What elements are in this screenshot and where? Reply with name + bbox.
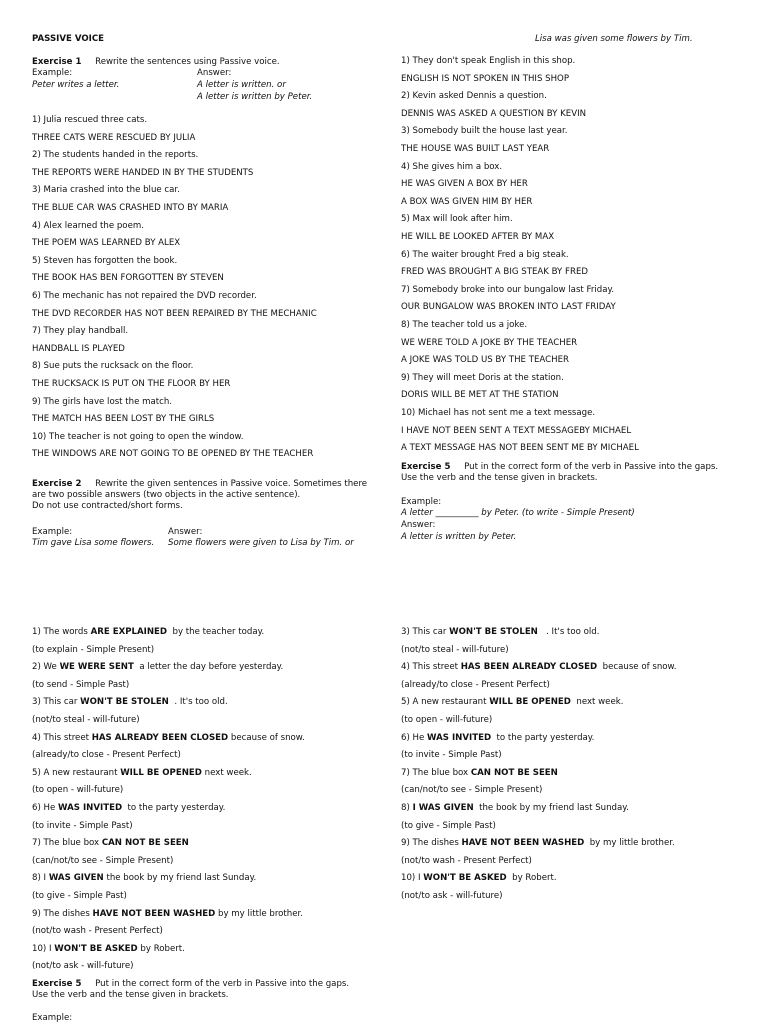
line-text-tail: by my little brother. [215,908,304,919]
line-text: 9) The dishes [401,838,462,849]
line-text-tail: next week. [570,697,624,708]
line-text: 8) I [32,873,49,884]
line-text: (to send - Simple Past) [32,679,130,690]
right-top-line-17: WE WERE TOLD A JOKE BY THE TEACHER [401,337,578,348]
ex1-line-20: THE WINDOWS ARE NOT GOING TO BE OPENED BY THE TEACHER [32,449,314,460]
right-top-line-5: 3) Somebody built the house last year. [401,126,568,137]
left-bottom-line-5 [32,697,228,708]
page-title: PASSIVE VOICE [32,34,105,44]
line-text: (not/to ask - will-future) [32,961,134,972]
right-top-line-9: A BOX WAS GIVEN HIM BY HER [401,196,533,207]
right-top-line-14: 7) Somebody broke into our bungalow last Friday. [401,284,615,295]
left-bottom-line-16 [32,891,127,902]
right-bottom-line-6 [401,715,492,726]
right-top-line-22: I HAVE NOT BEEN SENT A TEXT MESSAGEBY MICHAEL [401,425,632,436]
line-text: 9) The dishes [32,908,93,919]
right-bottom-line-13 [401,838,675,849]
line-text: 5) A new restaurant [401,697,490,708]
right-bottom-line-10 [401,785,542,796]
line-text: 7) The blue box [32,838,102,849]
line-text: (to open - will-future) [401,715,493,725]
left-bottom-line-15 [32,873,256,884]
left-bottom-line-9 [32,768,252,779]
right-top-line-10: 5) Max will look after him. [401,214,513,225]
ex1-line-14: HANDBALL IS PLAYED [32,343,125,354]
ex1-line-5: 3) Maria crashed into the blue car. [32,185,180,196]
ex5-bottom-example-label: Example: [32,1013,73,1023]
answer-bold: CAN NOT BE SEEN [470,767,558,778]
right-top-line-23: A TEXT MESSAGE HAS NOT BEEN SENT ME BY MICHAEL [401,443,639,454]
ex2-answer-label: Answer: [168,527,203,537]
line-text: (to invite - Simple Past) [401,750,502,761]
ex2-label: Exercise 2 [32,479,82,489]
line-text: (not/to steal - will-future) [401,644,509,655]
ex2-instruction-2: are two possible answers (two objects in the active sentence). [32,490,301,500]
line-text: (to give - Simple Past) [401,820,496,831]
ex5-top-instruction-1: Put in the correct form of the verb in Passive into the gaps. [464,462,719,472]
line-text-tail: the book by my friend last Sunday. [473,803,629,813]
line-text: 10) I [401,873,424,884]
ex1-line-7: 4) Alex learned the poem. [32,220,144,231]
right-top-line-16: 8) The teacher told us a joke. [401,320,528,330]
ex1-line-6: THE BLUE CAR WAS CRASHED INTO BY MARIA [32,203,229,213]
line-text: (to explain - Simple Present) [32,644,155,655]
line-text: 4) This street [401,662,461,673]
ex2-header [32,479,367,490]
ex5-bottom-instruction-1: Put in the correct form of the verb in Passive into the gaps. [95,979,350,989]
ex1-line-19: 10) The teacher is not going to open the window. [32,431,244,442]
left-bottom-line-10 [32,785,123,796]
right-bottom-line-3 [401,662,677,673]
line-text-tail: by Robert. [137,943,185,954]
right-top-line-19: 9) They will meet Doris at the station. [401,372,564,383]
answer-bold: WILL BE OPENED [120,767,202,778]
ex1-instruction: Rewrite the sentences using Passive voice. [95,57,280,67]
line-text: (not/to wash - Present Perfect) [401,855,532,866]
left-bottom-line-6 [32,715,140,726]
ex1-line-9: 5) Steven has forgotten the book. [32,255,178,266]
ex2-instruction-3: Do not use contracted/short forms. [32,501,183,511]
line-text: (can/not/to see - Simple Present) [401,785,543,796]
ex5-top-example-text: A letter __________ by Peter. (to write - Simple Present) [401,508,635,518]
ex1-line-10: THE BOOK HAS BEN FORGOTTEN BY STEVEN [32,273,224,284]
line-text-tail: . It's too old. [537,627,600,637]
left-bottom-line-7 [32,733,305,744]
line-text-tail: by the teacher today. [167,627,265,637]
ex1-answer-line2: A letter is written by Peter. [197,92,313,102]
ex1-line-18: THE MATCH HAS BEEN LOST BY THE GIRLS [32,414,215,425]
answer-bold: HAVE NOT BEEN WASHED [461,838,585,849]
ex1-label: Exercise 1 [32,57,82,67]
ex1-answer-line1: A letter is written. or [197,80,286,90]
right-top-line-11: HE WILL BE LOOKED AFTER BY MAX [401,232,555,242]
ex1-line-3: 2) The students handed in the reports. [32,150,199,161]
line-text: 7) The blue box [401,767,471,778]
ex5-top-example-label: Example: [401,497,442,507]
answer-bold: WON'T BE ASKED [54,943,138,954]
line-text-tail: next week. [201,767,252,778]
ex5-top-label: Exercise 5 [401,462,451,472]
line-text: (to invite - Simple Past) [32,820,133,831]
line-text: 6) He [401,732,428,743]
ex5-top-instruction-2: Use the verb and the tense given in brackets. [401,473,598,483]
answer-bold: ARE EXPLAINED [90,627,168,637]
line-text: (can/not/to see - Simple Present) [32,855,174,866]
right-bottom-line-9 [401,768,558,779]
ex1-answer-label: Answer: [197,68,232,78]
answer-bold: WON'T BE STOLEN [80,697,169,708]
line-text: 8) [401,803,413,813]
left-bottom-line-18 [32,926,163,937]
top-right-example: Lisa was given some flowers by Tim. [535,34,693,44]
ex1-line-12: THE DVD RECORDER HAS NOT BEEN REPAIRED BY THE MECHANIC [32,308,317,319]
right-bottom-line-2 [401,645,509,656]
line-text-tail: by Robert. [506,873,557,884]
ex1-example-text: Peter writes a letter. [32,80,120,90]
ex1-line-17: 9) The girls have lost the match. [32,396,173,407]
answer-bold: WE WERE SENT [59,662,134,673]
right-top-line-20: DORIS WILL BE MET AT THE STATION [401,390,559,401]
left-bottom-line-13 [32,838,189,849]
answer-bold: HAS ALREADY BEEN CLOSED [91,732,229,743]
right-bottom-line-14 [401,856,532,867]
right-top-line-7: 4) She gives him a box. [401,161,503,172]
right-top-line-15: OUR BUNGALOW WAS BROKEN INTO LAST FRIDAY [401,302,616,313]
line-text: 3) This car [401,627,450,637]
right-bottom-line-8 [401,750,502,761]
line-text: (already/to close - Present Perfect) [32,750,181,761]
answer-bold: I WAS GIVEN [412,803,474,813]
ex1-line-15: 8) Sue puts the rucksack on the floor. [32,361,194,372]
answer-bold: WON'T BE STOLEN [449,627,538,637]
line-text-tail: a letter the day before yesterday. [133,662,284,673]
line-text: 1) The words [32,627,91,637]
right-top-line-2: ENGLISH IS NOT SPOKEN IN THIS SHOP [401,73,570,84]
line-text: 6) He [32,803,59,813]
answer-bold: HAS BEEN ALREADY CLOSED [460,662,598,673]
line-text-tail: to the party yesterday. [491,732,595,743]
answer-bold: WAS INVITED [427,732,492,743]
line-text-tail: to the party yesterday. [122,803,226,813]
left-bottom-line-12 [32,821,133,832]
left-bottom-line-4 [32,680,129,691]
line-text-tail: . It's too old. [168,697,228,708]
right-top-line-21: 10) Michael has not sent me a text message. [401,408,596,418]
line-text-tail: by my little brother. [584,838,675,849]
right-top-line-18: A JOKE WAS TOLD US BY THE TEACHER [401,355,569,366]
ex2-example-label: Example: [32,527,73,537]
line-text: 2) We [32,662,60,673]
ex1-line-4: THE REPORTS WERE HANDED IN BY THE STUDENTS [32,167,254,178]
ex1-line-8: THE POEM WAS LEARNED BY ALEX [32,238,181,249]
line-text: 3) This car [32,697,81,708]
ex5-bottom-instruction-2: Use the verb and the tense given in brackets. [32,990,229,1000]
line-text: (not/to steal - will-future) [32,715,140,725]
ex5-bottom-label: Exercise 5 [32,979,82,989]
ex1-header [32,57,280,68]
ex1-line-11: 6) The mechanic has not repaired the DVD recorder. [32,291,257,301]
line-text-tail: because of snow. [597,662,677,673]
line-text: 10) I [32,943,55,954]
ex1-line-13: 7) They play handball. [32,326,129,337]
right-bottom-line-5 [401,697,623,708]
ex2-example-text: Tim gave Lisa some flowers. [32,538,155,548]
right-top-line-3: 2) Kevin asked Dennis a question. [401,91,547,102]
right-top-line-4: DENNIS WAS ASKED A QUESTION BY KEVIN [401,108,587,119]
line-text: 5) A new restaurant [32,767,121,778]
left-bottom-line-19 [32,944,185,955]
line-text: (to give - Simple Past) [32,891,127,901]
line-text: (not/to wash - Present Perfect) [32,926,163,937]
ex5-top-header [401,462,718,473]
ex1-line-1: 1) Julia rescued three cats. [32,115,148,125]
right-top-line-13: FRED WAS BROUGHT A BIG STEAK BY FRED [401,267,588,278]
right-bottom-line-1 [401,627,599,638]
ex2-answer-text: Some flowers were given to Lisa by Tim. or [168,538,354,548]
left-bottom-line-20 [32,961,134,972]
right-top-line-8: HE WAS GIVEN A BOX BY HER [401,179,528,190]
ex5-top-answer-label: Answer: [401,520,436,530]
line-text: (to open - will-future) [32,785,124,796]
line-text: 4) This street [32,732,92,743]
answer-bold: WAS GIVEN [48,873,104,884]
left-bottom-line-14 [32,856,173,867]
ex1-line-16: THE RUCKSACK IS PUT ON THE FLOOR BY HER [32,379,231,389]
answer-bold: WAS INVITED [58,803,123,813]
right-top-line-12: 6) The waiter brought Fred a big steak. [401,249,569,260]
left-bottom-line-11 [32,803,225,814]
left-bottom-line-3 [32,662,283,673]
ex5-top-answer-text: A letter is written by Peter. [401,532,517,542]
answer-bold: WILL BE OPENED [489,697,571,708]
right-bottom-line-15 [401,873,557,884]
right-top-line-1: 1) They don't speak English in this shop. [401,56,576,66]
ex5-bottom-header [32,979,349,990]
right-bottom-line-11 [401,803,629,814]
right-bottom-line-16 [401,891,503,902]
left-bottom-line-8 [32,750,181,761]
answer-bold: WON'T BE ASKED [423,873,507,884]
line-text-tail: because of snow. [228,732,305,743]
ex1-line-2: THREE CATS WERE RESCUED BY JULIA [32,132,196,143]
left-bottom-line-2 [32,645,154,656]
answer-bold: CAN NOT BE SEEN [101,838,189,849]
line-text: (not/to ask - will-future) [401,891,503,901]
right-top-line-6: THE HOUSE WAS BUILT LAST YEAR [401,144,550,154]
right-bottom-line-4 [401,680,550,691]
ex1-example-label: Example: [32,68,73,78]
left-bottom-line-17 [32,909,303,920]
right-bottom-line-7 [401,733,594,744]
line-text: (already/to close - Present Perfect) [401,679,550,690]
line-text-tail: the book by my friend last Sunday. [103,873,257,884]
right-bottom-line-12 [401,821,496,832]
answer-bold: HAVE NOT BEEN WASHED [92,908,216,919]
left-bottom-line-1 [32,627,264,638]
ex2-instruction-1: Rewrite the given sentences in Passive voice. Sometimes there [95,479,368,489]
